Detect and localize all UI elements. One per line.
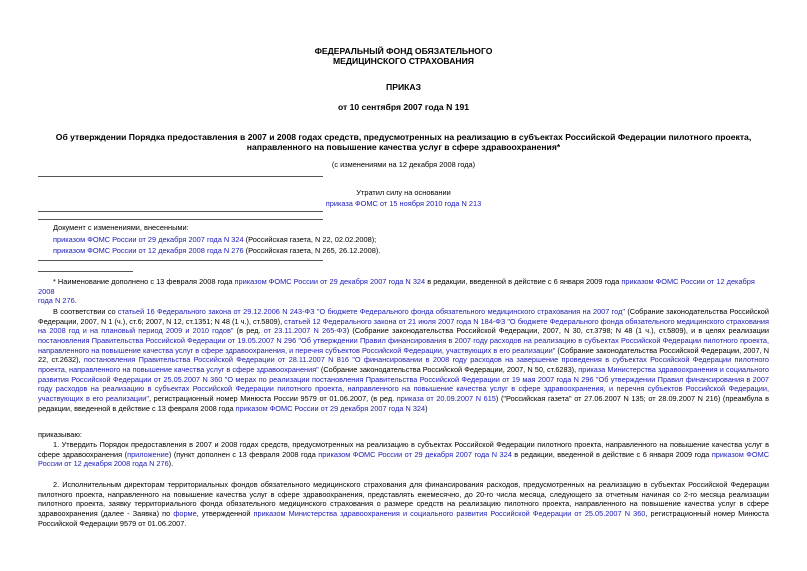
doc-title — [30, 132, 777, 152]
item-1-link-2[interactable]: приказом ФОМС России от 29 декабря 2007 года N 324 — [318, 449, 512, 459]
org-line-1: ФЕДЕРАЛЬНЫЙ ФОНД ОБЯЗАТЕЛЬНОГО — [314, 46, 493, 56]
preamble-link-2[interactable]: статьей 12 Федерального закона от 21 июля 2007 года N 184-ФЗ "О бюджете Федерального фонда обязательного медицинского страхования на 2008 год и на плановый период 2009 и 2010 годов" — [38, 316, 769, 336]
item-2-link-order[interactable]: приказом Министерства здравоохранения и социального развития Российской Федерации от 25.05.2007 N 360 — [253, 508, 646, 518]
preamble-link-1[interactable]: статьей 16 Федерального закона от 29.12.2006 N 243-ФЗ "О бюджете Федерального фонда обязательного медицинского страхования на 2007 год" — [117, 307, 625, 316]
divider-4 — [38, 260, 323, 261]
item-1-link-appendix[interactable]: приложение — [127, 449, 169, 459]
lost-force-line: Утратил силу на основании — [356, 188, 451, 197]
item-2-link-form[interactable]: форме — [173, 508, 197, 518]
footnote-link-1[interactable]: приказом ФОМС России от 29 декабря 2007 года N 324 — [234, 277, 426, 286]
doc-date-number: от 10 сентября 2007 года N 191 — [337, 102, 470, 112]
preamble-link-3[interactable]: от 23.11.2007 N 265-ФЗ — [263, 326, 347, 336]
changes-block — [53, 222, 753, 257]
org-line-2: МЕДИЦИНСКОГО СТРАХОВАНИЯ — [333, 56, 474, 66]
footnote-divider — [38, 271, 133, 272]
doc-type: ПРИКАЗ — [386, 82, 421, 92]
changes-item-2: приказом ФОМС России от 12 декабря 2008 года N 276 (Российская газета, N 265, 26.12.2008). — [53, 246, 381, 255]
doc-title-line-1: Об утверждении Порядка предоставления в 2007 и 2008 годах средств, предусмотренных на реализацию в субъектах Российской Федерации пилотного проекта, — [55, 132, 752, 142]
footnote: * Наименование дополнено с 13 февраля 2008 года приказом ФОМС России от 29 декабря 2007 года N 324 в редакции, введенной в действие с 6 января 2009 года приказом ФОМС России от 12 декабря 2008 года N 276. — [38, 277, 755, 306]
preamble-link-7[interactable]: приказа от 20.09.2007 N 615 — [396, 393, 496, 403]
item-1: 1. Утвердить Порядок предоставления в 2007 и 2008 годах средств, предусмотренных на реализацию в субъектах Российской Федерации пилотного проекта, направленного на повышение качества услуг в сфере здравоохранения (приложение) (пункт дополнен с 13 февраля 2008 года приказом ФОМС России от 29 декабря 2007 года N 324 в редакции, введенной в действие с 6 января 2009 года приказом ФОМС России от 12 декабря 2008 года N 276). — [38, 440, 769, 469]
org-name — [0, 46, 807, 66]
preamble-link-5[interactable]: постановления Правительства Российской Федерации от 28.11.2007 N 816 "О финансировании в 2008 году расходов на завершение проведения в субъектах Российской Федерации пилотного проекта, направленного на повышение качества услуг в сфере здравоохранения" — [38, 355, 770, 374]
order-word: приказываю: — [38, 430, 82, 439]
doc-title-line-2: направленного на повышение качества услуг в сфере здравоохранения* — [246, 142, 561, 152]
item-1-link-3[interactable]: приказом ФОМС России от 12 декабря 2008 года N 276 — [38, 449, 769, 469]
changes-item-1-link[interactable]: приказом ФОМС России от 29 декабря 2007 года N 324 — [53, 234, 244, 244]
amended-note: (с изменениями на 12 декабря 2008 года) — [331, 160, 476, 169]
preamble-link-8[interactable]: приказом ФОМС России от 29 декабря 2007 года N 324 — [235, 403, 426, 413]
lost-force-note — [0, 188, 807, 209]
changes-intro: Документ с изменениями, внесенными: — [53, 223, 189, 232]
footnote-link-3[interactable]: года N 276 — [38, 296, 75, 306]
preamble-link-6[interactable]: приказа Министерства здравоохранения и социального развития Российской Федерации от 25.05.2007 N 360 "О мерах по реализации постановления Правительства Российской Федерации от 19 мая 2007 года N 296 "Об утверждении Правил финансирования в 2007 году расходов на реализацию в субъектах Российской Федерации пилотного проекта, направленного на повышение качества услуг в сфере здравоохранения, и перечня субъектов Российской Федерации, участвующих в его реализации" — [38, 364, 769, 403]
divider-3 — [38, 219, 323, 220]
changes-item-1: приказом ФОМС России от 29 декабря 2007 года N 324 (Российская газета, N 22, 02.02.2008); — [53, 234, 377, 244]
lost-force-link[interactable]: приказа ФОМС от 15 ноября 2010 года N 213 — [325, 198, 482, 208]
divider-1 — [38, 176, 323, 177]
changes-item-2-link[interactable]: приказом ФОМС России от 12 декабря 2008 года N 276 — [53, 246, 244, 255]
preamble: В соответствии со статьей 16 Федерального закона от 29.12.2006 N 243-ФЗ "О бюджете Федерального фонда обязательного медицинского страхования на 2007 год" (Собрание законодательства Российской Федерации, 2007, N 1 (ч.), ст.6; 2007, N 12, ст.1351; N 48 (1 ч.), ст.5809), статьей 12 Федерального закона от 21 июля 2007 года N 184-ФЗ "О бюджете Федерального фонда обязательного медицинского страхования на 2008 год и на плановый период 2009 и 2010 годов" (в ред. от 23.11.2007 N 265-ФЗ) (Собрание законодательства Российской Федерации, 2007, N 30, ст.3798; N 48 (1 ч.), ст.5809), и в целях реализации постановления Правительства Российской Федерации от 19.05.2007 N 296 "Об утверждении Правил финансирования в 2007 году расходов на реализацию в субъектах Российской Федерации пилотного проекта, направленного на повышение качества услуг в сфере здравоохранения, и перечня субъектов Российской Федерации, участвующих в его реализации" (Собрание законодательства Российской Федерации, 2007, N 22, ст.2632), постановления Правительства Российской Федерации от 28.11.2007 N 816 "О финансировании в 2008 году расходов на завершение проведения в субъектах Российской Федерации пилотного проекта, направленного на повышение качества услуг в сфере здравоохранения" (Собрание законодательства Российской Федерации, 2007, N 50, ст.6283), приказа Министерства здравоохранения и социального развития Российской Федерации от 25.05.2007 N 360 "О мерах по реализации постановления Правительства Российской Федерации от 19 мая 2007 года N 296 "Об утверждении Правил финансирования в 2007 году расходов на реализацию в субъектах Российской Федерации пилотного проекта, направленного на повышение качества услуг в сфере здравоохранения, и перечня субъектов Российской Федерации, участвующих в его реализации", регистрационный номер Минюста России 9579 от 01.06.2007, (в ред. приказа от 20.09.2007 N 615) ("Российская газета" от 27.06.2007 N 135; от 28.09.2007 N 216) (преамбула в редакции, введенной в действие с 13 февраля 2008 года приказом ФОМС России от 29 декабря 2007 года N 324) — [38, 307, 770, 413]
preamble-link-4[interactable]: постановления Правительства Российской Федерации от 19.05.2007 N 296 "Об утверждении Правил финансирования в 2007 году расходов на реализацию в субъектах Российской Федерации пилотного проекта, направленного на повышение качества услуг в сфере здравоохранения, и перечня субъектов Российской Федерации, участвующих в его реализации" — [38, 335, 769, 355]
item-2: 2. Исполнительным директорам территориальных фондов обязательного медицинского страхования для финансирования расходов, предусмотренных на реализацию в субъектах Российской Федерации пилотного проекта, направленного на повышение качества услуг в сфере здравоохранения, представлять ежемесячно, до 20-го числа месяца, следующего за отчетным начиная со 2-го месяца реализации пилотного проекта, заявку территориального фонда обязательного медицинского страхования о размере средств на реализацию пилотного проекта, направленного на повышение качества услуг в сфере здравоохранения (далее - Заявка) по форме, утвержденной приказом Министерства здравоохранения и социального развития Российской Федерации от 25.05.2007 N 360, регистрационный номер Минюста Российской Федерации 9579 от 01.06.2007. — [38, 480, 769, 528]
footnote-link-2[interactable]: приказом ФОМС России от 12 декабря 2008 — [38, 277, 755, 296]
divider-2 — [38, 211, 323, 212]
